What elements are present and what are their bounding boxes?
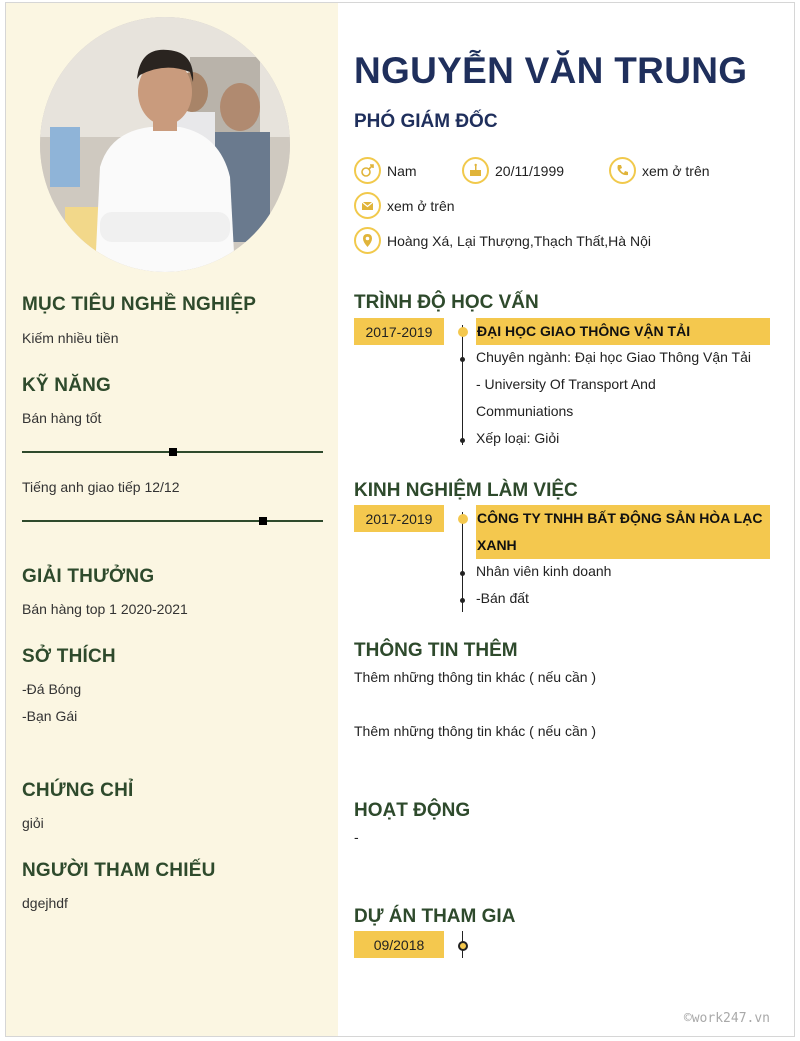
birthday-cake-icon [462, 157, 489, 184]
timeline-bullet [460, 357, 465, 362]
company-line: XANH [477, 537, 517, 553]
email-value: xem ở trên [387, 197, 455, 214]
awards-title: GIẢI THƯỞNG [22, 566, 155, 587]
timeline-bullet [460, 438, 465, 443]
email-icon [354, 192, 381, 219]
map-pin-icon [354, 227, 381, 254]
awards-text: Bán hàng top 1 2020-2021 [22, 601, 188, 617]
address-value: Hoàng Xá, Lại Thượng,Thạch Thất,Hà Nội [387, 232, 651, 249]
hobby-item: -Đá Bóng [22, 681, 82, 697]
experience-task: -Bán đất [476, 590, 529, 606]
birthday-info [462, 157, 564, 184]
education-major: - University Of Transport And [476, 376, 656, 392]
email-info [354, 192, 455, 219]
hobbies-title: SỞ THÍCH [22, 646, 116, 667]
gender-icon [354, 157, 381, 184]
job-title: PHÓ GIÁM ĐỐC [354, 111, 498, 132]
phone-icon [609, 157, 636, 184]
project-period: 09/2018 [354, 931, 444, 958]
experience-title: KINH NGHIỆM LÀM VIỆC [354, 480, 578, 501]
skill-label: Bán hàng tốt [22, 410, 102, 426]
additional-text: Thêm những thông tin khác ( nếu cần ) [354, 669, 597, 685]
education-major: Communiations [476, 403, 574, 419]
certificates-text: giỏi [22, 815, 44, 831]
additional-text: Thêm những thông tin khác ( nếu cần ) [354, 723, 597, 739]
education-school: ĐẠI HỌC GIAO THÔNG VẬN TẢI [476, 318, 770, 345]
projects-title: DỰ ÁN THAM GIA [354, 906, 516, 927]
timeline-dot [458, 327, 468, 337]
gender-value: Nam [387, 162, 417, 179]
timeline-dot [458, 941, 468, 951]
education-period: 2017-2019 [354, 318, 444, 345]
phone-info [609, 157, 710, 184]
watermark: ©work247.vn [683, 1011, 770, 1026]
experience-company [476, 505, 770, 559]
education-timeline [462, 325, 463, 445]
gender-info [354, 157, 417, 184]
skill-level-marker [259, 517, 267, 525]
company-line: CÔNG TY TNHH BẤT ĐỘNG SẢN HÒA LẠC [477, 510, 763, 526]
skill-level-marker [169, 448, 177, 456]
additional-title: THÔNG TIN THÊM [354, 640, 518, 661]
objective-text: Kiếm nhiều tiền [22, 330, 119, 346]
skills-title: KỸ NĂNG [22, 375, 112, 396]
sidebar [6, 3, 338, 1036]
references-title: NGƯỜI THAM CHIẾU [22, 860, 216, 881]
education-grade: Xếp loại: Giỏi [476, 430, 560, 446]
education-title: TRÌNH ĐỘ HỌC VẤN [354, 292, 539, 313]
birthday-value: 20/11/1999 [495, 162, 565, 179]
hobby-item: -Bạn Gái [22, 708, 78, 724]
address-info [354, 227, 651, 254]
skill-label: Tiếng anh giao tiếp 12/12 [22, 479, 180, 495]
references-text: dgejhdf [22, 895, 68, 911]
skill-level-bar [22, 451, 323, 453]
timeline-bullet [460, 598, 465, 603]
profile-photo [40, 17, 290, 272]
education-major: Chuyên ngành: Đại học Giao Thông Vận Tải [476, 349, 752, 365]
objective-title: MỤC TIÊU NGHỀ NGHIỆP [22, 294, 257, 315]
experience-role: Nhân viên kinh doanh [476, 563, 612, 579]
activities-title: HOẠT ĐỘNG [354, 800, 471, 821]
phone-value: xem ở trên [642, 162, 710, 179]
skill-level-bar [22, 520, 323, 522]
activities-text: - [354, 829, 359, 845]
experience-timeline [462, 512, 463, 612]
certificates-title: CHỨNG CHỈ [22, 780, 134, 801]
timeline-dot [458, 514, 468, 524]
cv-page [5, 2, 795, 1037]
full-name: NGUYỄN VĂN TRUNG [354, 50, 748, 91]
experience-period: 2017-2019 [354, 505, 444, 532]
timeline-bullet [460, 571, 465, 576]
